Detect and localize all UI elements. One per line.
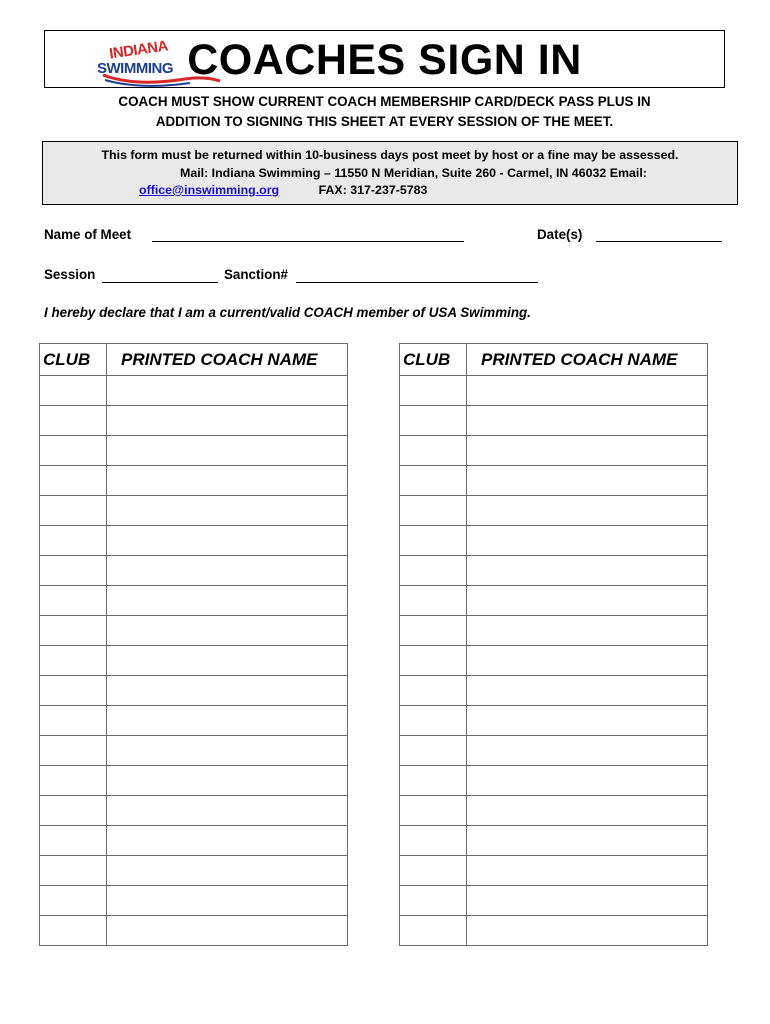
coach-name-cell[interactable] [107,916,348,946]
sign-in-table-right [399,343,708,946]
coach-name-cell[interactable] [107,376,348,406]
session-label: Session [44,267,96,282]
table-row [400,526,708,556]
coach-name-cell[interactable] [467,376,708,406]
club-cell[interactable] [400,556,467,586]
table-row [40,406,348,436]
club-cell[interactable] [400,856,467,886]
table-row [400,466,708,496]
club-cell[interactable] [40,526,107,556]
return-notice-box [42,141,738,205]
coach-name-cell[interactable] [107,796,348,826]
svg-text:SWIMMING: SWIMMING [97,60,173,77]
club-cell[interactable] [400,706,467,736]
coach-name-cell[interactable] [467,616,708,646]
dates-field[interactable] [596,241,722,242]
title-box [44,30,725,88]
club-cell[interactable] [400,796,467,826]
dates-label: Date(s) [537,227,583,242]
club-cell[interactable] [400,766,467,796]
table-row [40,826,348,856]
club-cell[interactable] [400,436,467,466]
table-row [40,496,348,526]
club-cell[interactable] [400,676,467,706]
sanction-field[interactable] [296,282,538,283]
coach-name-cell[interactable] [107,406,348,436]
table-row [400,646,708,676]
club-cell[interactable] [400,826,467,856]
name-of-meet-label: Name of Meet [44,227,132,242]
club-cell[interactable] [400,916,467,946]
warning-line-1: COACH MUST SHOW CURRENT COACH MEMBERSHIP CARD/DECK PASS PLUS IN [118,94,651,109]
club-cell[interactable] [40,676,107,706]
coach-name-cell[interactable] [467,826,708,856]
table-row [400,916,708,946]
svg-text:INDIANA: INDIANA [108,37,169,63]
coach-card-warning [44,92,725,132]
club-cell[interactable] [400,886,467,916]
table-row [40,676,348,706]
table-row [400,736,708,766]
club-cell[interactable] [400,646,467,676]
table-row [400,676,708,706]
coach-name-cell[interactable] [107,766,348,796]
coach-name-cell[interactable] [107,526,348,556]
coach-name-cell[interactable] [467,646,708,676]
table-row [40,466,348,496]
sanction-label: Sanction# [224,267,288,282]
coach-name-cell[interactable] [467,556,708,586]
coach-name-cell[interactable] [107,616,348,646]
club-cell[interactable] [40,826,107,856]
coach-name-cell[interactable] [107,676,348,706]
club-cell[interactable] [400,616,467,646]
coach-name-cell[interactable] [107,826,348,856]
coach-name-cell[interactable] [467,436,708,466]
club-cell[interactable] [40,796,107,826]
table-row [40,436,348,466]
club-cell[interactable] [40,586,107,616]
club-cell[interactable] [400,496,467,526]
coach-name-cell[interactable] [107,646,348,676]
club-cell[interactable] [40,466,107,496]
table-row [400,706,708,736]
coach-name-cell[interactable] [467,886,708,916]
coach-name-cell[interactable] [467,796,708,826]
table-row [40,916,348,946]
coach-name-cell[interactable] [467,736,708,766]
table-row [400,586,708,616]
table-row [400,556,708,586]
contact-line [139,183,427,197]
session-field[interactable] [102,282,218,283]
coach-name-cell[interactable] [107,856,348,886]
club-cell[interactable] [40,616,107,646]
table-row [40,766,348,796]
club-cell[interactable] [40,736,107,766]
club-cell[interactable] [40,406,107,436]
fax-text: FAX: 317-237-5783 [318,183,428,197]
table-row [400,886,708,916]
coach-name-cell[interactable] [467,466,708,496]
table-row [40,706,348,736]
table-row [40,376,348,406]
club-cell[interactable] [400,736,467,766]
email-link[interactable]: office@inswimming.org [139,183,280,197]
coach-name-cell[interactable] [467,526,708,556]
page-title: COACHES SIGN IN [187,36,582,84]
club-cell[interactable] [40,856,107,886]
club-cell[interactable] [40,376,107,406]
coach-name-column-header: PRINTED COACH NAME [107,344,348,376]
club-cell[interactable] [400,526,467,556]
coach-declaration: I hereby declare that I am a current/valid COACH member of USA Swimming. [44,305,531,320]
table-row [40,526,348,556]
club-cell[interactable] [40,886,107,916]
table-row [400,406,708,436]
club-cell[interactable] [400,406,467,436]
coach-name-cell[interactable] [467,406,708,436]
club-cell[interactable] [40,436,107,466]
coach-name-cell[interactable] [467,706,708,736]
club-column-header: CLUB [40,344,107,376]
coach-name-cell[interactable] [107,496,348,526]
coach-name-column-header: PRINTED COACH NAME [467,344,708,376]
coach-name-cell[interactable] [467,586,708,616]
coach-name-cell[interactable] [467,766,708,796]
table-row [400,616,708,646]
table-row [400,766,708,796]
club-cell[interactable] [400,586,467,616]
sign-in-table-left [39,343,348,946]
coach-name-cell[interactable] [467,856,708,886]
table-row [40,736,348,766]
coach-name-cell[interactable] [107,886,348,916]
club-cell[interactable] [40,706,107,736]
table-row [400,496,708,526]
table-row [40,886,348,916]
coach-name-cell[interactable] [107,466,348,496]
club-column-header: CLUB [400,344,467,376]
coach-name-cell[interactable] [107,436,348,466]
table-row [40,586,348,616]
table-row [40,856,348,886]
return-deadline-text: This form must be returned within 10-business days post meet by host or a fine may be assessed. [101,148,679,162]
club-cell[interactable] [40,766,107,796]
mail-address-text: Mail: Indiana Swimming – 11550 N Meridian, Suite 260 - Carmel, IN 46032 Email: [180,166,647,180]
club-cell[interactable] [40,556,107,586]
table-row [400,826,708,856]
table-row [40,556,348,586]
table-row [400,796,708,826]
coach-name-cell[interactable] [107,706,348,736]
table-row [400,376,708,406]
club-cell[interactable] [400,466,467,496]
club-cell[interactable] [40,916,107,946]
warning-line-2: ADDITION TO SIGNING THIS SHEET AT EVERY SESSION OF THE MEET. [155,114,614,129]
table-row [400,856,708,886]
table-row [400,436,708,466]
table-row [40,796,348,826]
coach-name-cell[interactable] [107,556,348,586]
coach-name-cell[interactable] [467,496,708,526]
table-row [40,646,348,676]
coach-name-cell[interactable] [107,736,348,766]
name-of-meet-field[interactable] [152,241,464,242]
club-cell[interactable] [400,376,467,406]
club-cell[interactable] [40,496,107,526]
table-row [40,616,348,646]
coach-name-cell[interactable] [107,586,348,616]
coach-name-cell[interactable] [467,676,708,706]
club-cell[interactable] [40,646,107,676]
coach-name-cell[interactable] [467,916,708,946]
